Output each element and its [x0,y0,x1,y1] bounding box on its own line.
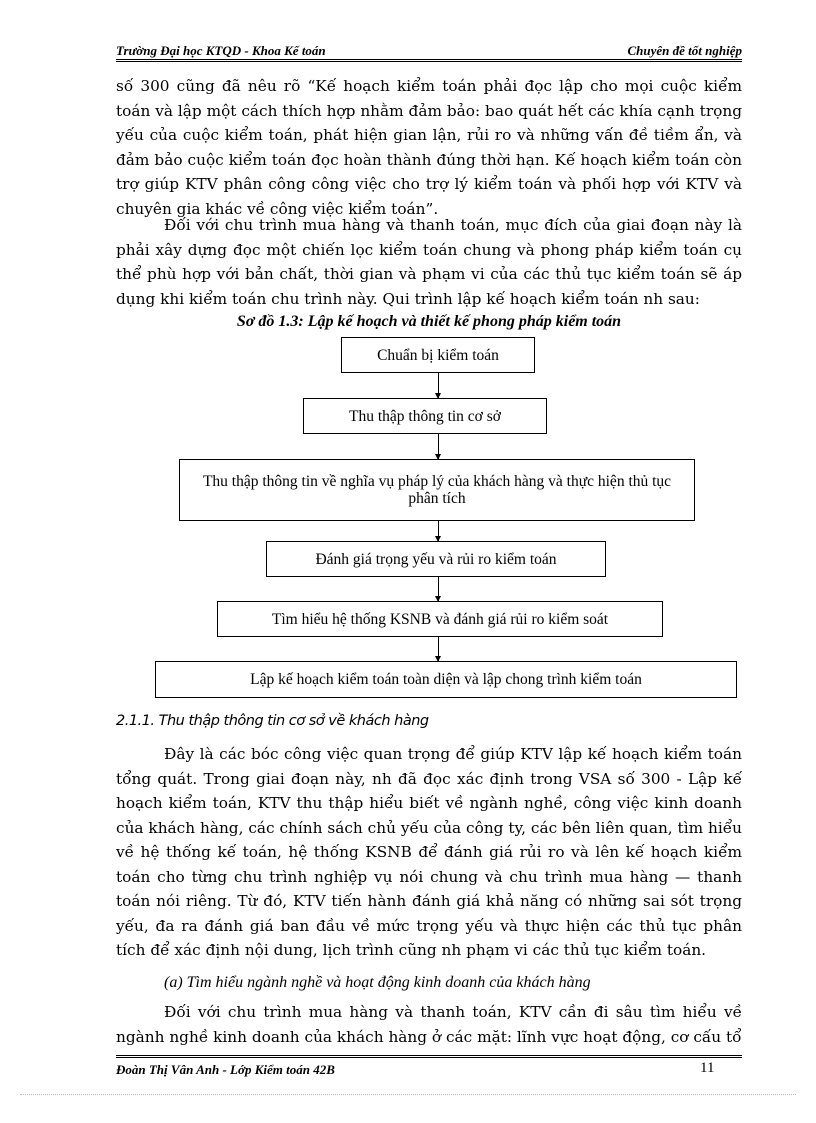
paragraph-information-gathering: Đây là các bóc công việc quan trọng để giúp KTV lập kế hoạch kiểm toán tổng quát. Trong giai đoạn này, nh đã đọc xác định trong VSA số 300 - Lập kế hoạch kiểm toán, KTV thu thập hiểu biết về ngành nghề, công việc kinh doanh của khách hàng, các chính sách chủ yếu của công ty, các bên liên quan, tìm hiểu về hệ thống kế toán, hệ thống KSNB để đánh giá rủi ro và lên kế hoạch kiểm toán cho từng chu trình nghiệp vụ nói chung và chu trình mua hàng — thanh toán nói riêng. Từ đó, KTV tiến hành đánh giá khả năng có những sai sót trọng yếu, đa ra đánh giá ban đầu về mức trọng yếu và thực hiện các thủ tục phân tích để xác định nội dung, lịch trình cũng nh phạm vi các thủ tục kiểm toán. [116,745,742,959]
section-heading: 2.1.1. Thu thập thông tin cơ sở về khách hàng [116,713,429,729]
flow-arrow-5 [438,637,439,661]
footer-rule [116,1055,742,1056]
flow-step-2: Thu thập thông tin cơ sở [303,398,547,434]
diagram-caption: Sơ đồ 1.3: Lập kế hoạch và thiết kế phong pháp kiểm toán [236,313,622,330]
flow-step-1: Chuẩn bị kiểm toán [341,337,535,373]
header-doc-type: Chuyên đề tốt nghiệp [627,43,742,58]
flow-step-4: Đánh giá trọng yếu và rủi ro kiểm toán [266,541,606,577]
header-university: Trường Đại học KTQD - Khoa Kế toán [116,43,326,58]
paragraph-industry-understanding: Đối với chu trình mua hàng và thanh toán, KTV cần đi sâu tìm hiểu về ngành nghề kinh doanh của khách hàng ở các mặt: lĩnh vực hoạt động, cơ cấu tổ [116,1003,742,1046]
subsection-heading: (a) Tìm hiểu ngành nghề và hoạt động kinh doanh của khách hàng [164,974,591,991]
footer-author: Đoàn Thị Vân Anh - Lớp Kiểm toán 42B [116,1062,335,1077]
flow-step-6: Lập kế hoạch kiểm toán toàn diện và lập chong trình kiểm toán [155,661,737,698]
flow-step-5: Tìm hiểu hệ thống KSNB và đánh giá rủi ro kiểm soát [217,601,663,637]
header-rule [116,59,742,60]
flow-arrow-2 [438,434,439,459]
page-header [116,40,742,62]
paragraph-purchase-cycle: Đối với chu trình mua hàng và thanh toán, mục đích của giai đoạn này là phải xây dựng đọc một chiến lọc kiểm toán chung và phong pháp kiểm toán cụ thể phù hợp với bản chất, thời gian và phạm vi của các thủ tục kiểm toán sẽ áp dụng khi kiểm toán chu trình này. Qui trình lập kế hoạch kiểm toán nh sau: [116,216,742,308]
paragraph-vsa-300: số 300 cũng đã nêu rõ “Kế hoạch kiểm toán phải đọc lập cho mọi cuộc kiểm toán và lập một cách thích hợp nhằm đảm bảo: bao quát hết các khía cạnh trọng yếu của cuộc kiểm toán, phát hiện gian lận, rủi ro và những vấn đề tiềm ẩn, và đảm bảo cuộc kiểm toán đọc hoàn thành đúng thời hạn. Kế hoạch kiểm toán còn trợ giúp KTV phân công công việc cho trợ lý kiểm toán và phối hợp với KTV và chuyên gia khác về công việc kiểm toán”. [116,77,742,218]
header-rule-double [116,61,742,62]
page-number: 11 [700,1060,715,1076]
flow-arrow-1 [438,373,439,398]
flow-arrow-4 [438,577,439,601]
flow-step-3: Thu thập thông tin về nghĩa vụ pháp lý của khách hàng và thực hiện thủ tục phân tích [179,459,695,521]
page-break-line [20,1094,796,1095]
flow-arrow-3 [438,521,439,541]
footer-rule-double [116,1057,742,1058]
